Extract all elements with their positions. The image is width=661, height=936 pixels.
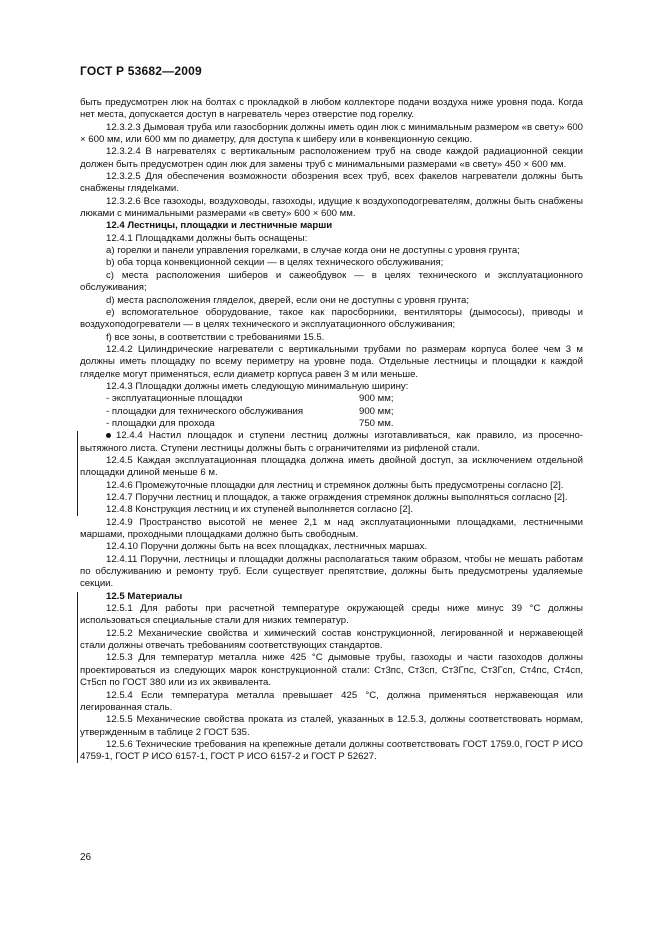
paragraph: 12.4.11 Поручни, лестницы и площадки должны располагаться таким образом, чтобы не мешать работам по обслуживанию и ремонту труб. Если существует препятствие, должны быть предусмотрены удаляемые секции. bbox=[80, 553, 583, 590]
body-text bbox=[80, 97, 583, 764]
width-value: 900 мм; bbox=[359, 405, 394, 417]
paragraph: 12.4.7 Поручни лестниц и площадок, а также ограждения стремянок должны выполняться согласно [2]. bbox=[106, 492, 568, 503]
width-label: - эксплуатационные площадки bbox=[106, 393, 243, 405]
list-item: f) все зоны, в соответствии с требованиями 15.5. bbox=[106, 331, 325, 343]
paragraph: 12.4.10 Поручни должны быть на всех площадках, лестничных маршах. bbox=[106, 541, 428, 553]
paragraph: 12.4.5 Каждая эксплуатационная площадка должна иметь двойной доступ, за исключением отдельной площадки длиной меньше 6 м. bbox=[80, 454, 583, 479]
revision-bar bbox=[77, 592, 78, 763]
list-item: d) места расположения глядeлок, дверей, если они не доступны с уровня грунта; bbox=[106, 294, 470, 306]
width-label: - площадки для технического обслуживания bbox=[106, 405, 304, 417]
paragraph: 12.4.3 Площадки должны иметь следующую минимальную ширину: bbox=[106, 380, 409, 392]
section-heading: 12.4 Лестницы, площадки и лестничные марши bbox=[106, 220, 333, 232]
paragraph: 12.5.3 Для температур металла ниже 425 °С дымовые трубы, газоходы и части газоходов должны проектироваться из следующих марок конструкционной стали: Ст3пс, Ст3сп, Ст3Гпс, Ст3Гсп, Ст4пс, Ст4сп, Ст5сп по ГОСТ 380 или из их эквивалента. bbox=[80, 652, 583, 689]
paragraph: 12.5.6 Технические требования на крепежные детали должны соответствовать ГОСТ 1759.0, ГОСТ Р ИСО 4759-1, ГОСТ Р ИСО 6157-1, ГОСТ Р ИСО 6157-2 и ГОСТ Р 52627. bbox=[80, 738, 583, 763]
section-heading: 12.5 Материалы bbox=[106, 590, 183, 602]
paragraph: 12.4.8 Конструкция лестниц и их ступеней выполняется согласно [2]. bbox=[106, 504, 414, 516]
paragraph: 12.3.2.5 Для обеспечения возможности обозрения всех труб, всех факелов нагреватели должны быть снабжены глядelками. bbox=[80, 171, 583, 195]
paragraph: 12.3.2.3 Дымовая труба или газосборник должны иметь один люк с минимальным размером «в свету» 600 × 600 мм, или 600 мм по диаметру, для доступа к шиберу или в конвекционную секцию. bbox=[80, 121, 583, 146]
paragraph: 12.4.9 Пространство высотой не менее 2,1 м над эксплуатационными площадками, лестничными маршами, проходными площадками должно быть свободным. bbox=[80, 516, 583, 541]
list-item: e) вспомогательное оборудование, такое как паросборники, вентиляторы (дымососы), приводы и воздухоподогреватели — в целях технического и эксплуатационного обслуживания; bbox=[80, 306, 583, 331]
paragraph: быть предусмотрен люк на болтах с прокладкой в любом коллекторе подачи воздуха ниже уровня пода. Когда нет места, допускается доступ в нагреватель через отверстие под горелку. bbox=[80, 97, 583, 121]
paragraph: 12.5.5 Механические свойства проката из сталей, указанных в 12.5.3, должны соответствовать нормам, утвержденным в таблице 2 ГОСТ 535. bbox=[80, 714, 583, 738]
width-value: 900 мм; bbox=[359, 393, 394, 405]
list-item: c) места расположения шиберов и сажеобдувок — в целях технического и эксплуатационного обслуживания; bbox=[80, 269, 583, 294]
page-number: 26 bbox=[80, 852, 92, 863]
paragraph: 12.4.1 Площадками должны быть оснащены: bbox=[106, 232, 308, 244]
width-label: - площадки для прохода bbox=[106, 417, 215, 429]
revision-bar bbox=[77, 431, 78, 515]
bullet-dot-icon bbox=[106, 433, 111, 438]
width-row bbox=[80, 393, 583, 405]
paragraph: 12.4.2 Цилиндрические нагреватели с вертикальными трубами по размерам корпуса более чем 3 м должны иметь площадку по всему периметру на уровне пода. Отдельные лестницы и площадки к каждой глядeлке могут применяться, если диаметр корпуса равен 3 м или меньше. bbox=[80, 343, 583, 380]
width-row bbox=[80, 418, 583, 430]
revision-marked-block bbox=[80, 430, 583, 516]
paragraph: 12.5.4 Если температура металла превышает 425 °С, должна применяться нержавеющая или легированная сталь. bbox=[80, 689, 583, 713]
paragraph: 12.4.6 Промежуточные площадки для лестниц и стремянок должны быть предусмотрены согласно [2]. bbox=[106, 479, 564, 491]
paragraph bbox=[80, 430, 583, 455]
paragraph: 12.5.2 Механические свойства и химический состав конструкционной, легированной и нержавеющей стали должны отвечать требованиям соответствующих стандартов. bbox=[80, 627, 583, 652]
paragraph: 12.3.2.6 Все газоходы, воздуховоды, газоходы, идущие к воздухоподогревателям, должны быть снабжены люками с минимальными размерами «в свету» 600 × 600 мм. bbox=[80, 195, 583, 220]
list-item: b) оба торца конвекционной секции — в целях технического обслуживания; bbox=[106, 257, 444, 269]
width-value: 750 мм. bbox=[359, 417, 394, 429]
revision-marked-block bbox=[80, 591, 583, 764]
paragraph: 12.5.1 Для работы при расчетной температуре окружающей среды ниже минус 39 °С должны использоваться специальные стали для низких температур. bbox=[80, 603, 583, 627]
list-item: a) горелки и панели управления горелками, в случае когда они не доступны с уровня грунта; bbox=[106, 245, 520, 257]
paragraph-text: 12.4.4 Настил площадок и ступени лестниц должны изготавливаться, как правило, из просечно-вытяжного листа. Ступени лестницы должны быть с ограничителями из рифленой стали. bbox=[80, 430, 583, 454]
page-header-title: ГОСТ Р 53682—2009 bbox=[80, 64, 202, 78]
paragraph: 12.3.2.4 В нагревателях с вертикальным расположением труб на своде каждой радиационной секции должен быть предусмотрен один люк для замены труб с минимальными размерами «в свету» 450 × 600 мм. bbox=[80, 146, 583, 170]
width-row bbox=[80, 406, 583, 418]
